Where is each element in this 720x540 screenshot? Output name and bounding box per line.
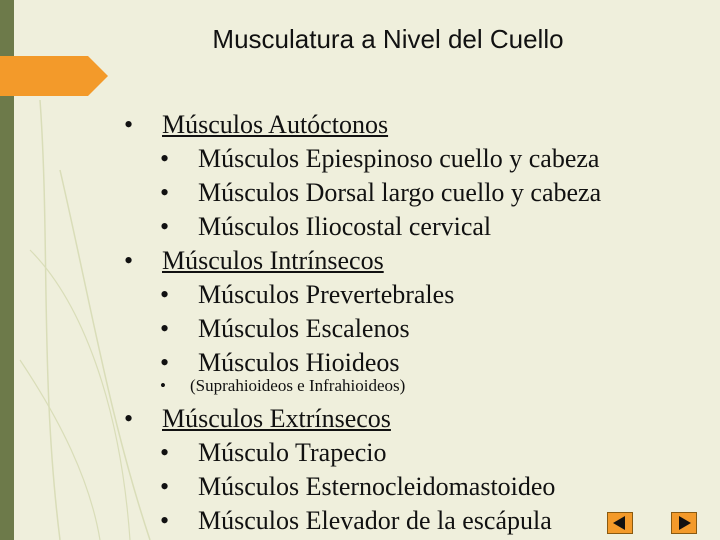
bullet-point: • — [160, 178, 170, 207]
slide-title: Musculatura a Nivel del Cuello — [212, 24, 564, 54]
bullet-point: • — [124, 246, 134, 275]
bullet-point: • — [160, 212, 170, 241]
bullet-point: • — [124, 404, 134, 433]
bullet-point: • — [160, 472, 170, 501]
list-item-text: Músculos Escalenos — [198, 314, 410, 343]
bullet-point: • — [160, 280, 170, 309]
next-slide-button[interactable] — [671, 512, 697, 534]
bullet-point: • — [160, 376, 166, 395]
list-item-text: Músculos Elevador de la escápula — [198, 506, 552, 535]
list-item-text: Músculos Prevertebrales — [198, 280, 455, 309]
bullet-point: • — [160, 348, 170, 377]
title-accent-tab — [0, 56, 108, 96]
bullet-point: • — [160, 438, 170, 467]
list-item-text: Músculos Autóctonos — [162, 110, 389, 139]
list-item-text: Músculos Epiespinoso cuello y cabeza — [198, 144, 600, 173]
list-item-text: (Suprahioideos e Infrahioideos) — [190, 376, 406, 395]
triangle-right-icon — [679, 516, 691, 530]
list-item-text: Músculo Trapecio — [198, 438, 387, 467]
list-item-text: Músculos Extrínsecos — [162, 404, 391, 433]
list-item-text: Músculos Intrínsecos — [162, 246, 384, 275]
previous-slide-button[interactable] — [607, 512, 633, 534]
bullet-point: • — [124, 110, 134, 139]
list-item-text: Músculos Hioideos — [198, 348, 400, 377]
bullet-point: • — [160, 144, 170, 173]
bullet-point: • — [160, 506, 170, 535]
list-item-text: Músculos Dorsal largo cuello y cabeza — [198, 178, 602, 207]
list-item-text: Músculos Esternocleidomastoideo — [198, 472, 556, 501]
bullet-point: • — [160, 314, 170, 343]
triangle-left-icon — [613, 516, 625, 530]
list-item-text: Músculos Iliocostal cervical — [198, 212, 492, 241]
